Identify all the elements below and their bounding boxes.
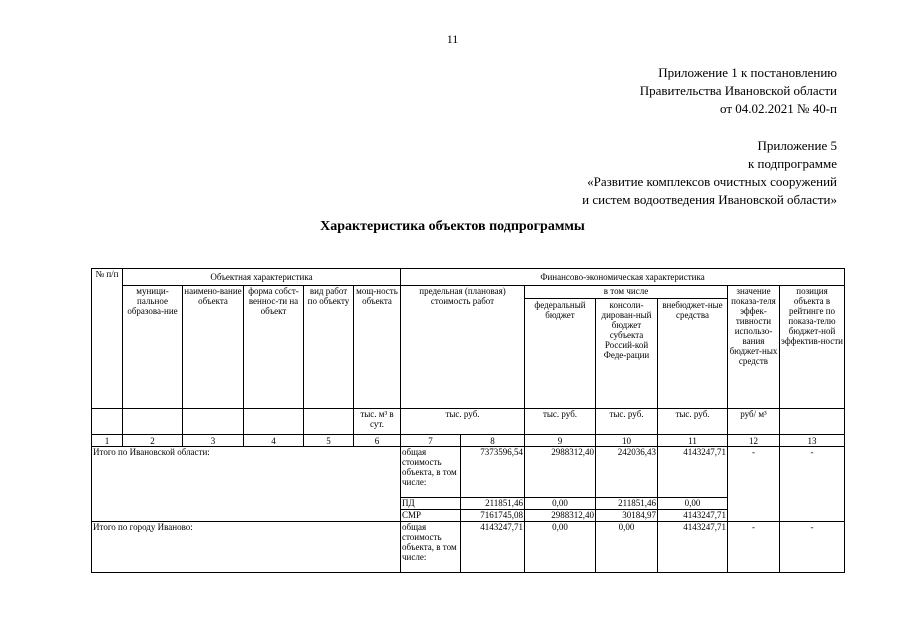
empty-cell (123, 409, 183, 435)
cost-total: 7161745,08 (461, 510, 525, 522)
appendix-1-line: Приложение 1 к постановлению (658, 65, 837, 80)
row-total-label: общая стоимость объекта, в том числе: (401, 522, 461, 573)
cost-total: 4143247,71 (461, 522, 525, 573)
cost-extrabudget: 4143247,71 (658, 510, 728, 522)
empty-cell (92, 409, 123, 435)
header-work-type: вид работ по объекту (304, 286, 354, 409)
cost-consolidated: 0,00 (596, 522, 658, 573)
cost-federal: 0,00 (525, 522, 596, 573)
cost-federal: 2988312,40 (525, 447, 596, 498)
column-number: 13 (780, 435, 845, 447)
header-extrabudget: внебюджет-ные средства (658, 299, 728, 409)
column-number: 7 (401, 435, 461, 447)
appendix-5-block (582, 137, 837, 209)
column-number: 5 (304, 435, 354, 447)
header-max-cost: предельная (плановая) стоимость работ (401, 286, 525, 409)
empty-cell (244, 409, 304, 435)
column-number: 4 (244, 435, 304, 447)
objects-table (91, 268, 845, 573)
cost-federal: 0,00 (525, 498, 596, 510)
table-row (92, 522, 845, 573)
appendix-1-line: Правительства Ивановской области (639, 83, 837, 98)
cost-federal: 2988312,40 (525, 510, 596, 522)
cost-extrabudget: 0,00 (658, 498, 728, 510)
unit-indicator: руб/ м³ (728, 409, 780, 435)
unit-extrabudget: тыс. руб. (658, 409, 728, 435)
rating-value: - (780, 522, 845, 573)
header-municipality: муници-пальное образова-ние (123, 286, 183, 409)
sub-row-label: СМР (401, 510, 461, 522)
cost-extrabudget: 4143247,71 (658, 522, 728, 573)
column-number: 1 (92, 435, 123, 447)
indicator-value: - (728, 447, 780, 522)
column-number: 6 (354, 435, 401, 447)
page-number: 11 (446, 32, 459, 46)
header-object-characteristic: Объектная характеристика (123, 269, 401, 286)
row-label: Итого по городу Иваново: (92, 522, 401, 573)
column-number: 12 (728, 435, 780, 447)
unit-cost: тыс. руб. (401, 409, 525, 435)
row-total-label: общая стоимость объекта, в том числе: (401, 447, 461, 498)
header-including: в том числе (525, 286, 728, 299)
table-row (92, 447, 845, 498)
empty-cell (183, 409, 244, 435)
header-row (92, 269, 845, 286)
column-numbers-row (92, 435, 845, 447)
sub-row-label: ПД (401, 498, 461, 510)
unit-capacity: тыс. м³ в сут. (354, 409, 401, 435)
header-row (92, 286, 845, 299)
appendix-1-block (640, 64, 837, 118)
cost-extrabudget: 4143247,71 (658, 447, 728, 498)
header-object-name: наимено-вание объекта (183, 286, 244, 409)
header-federal: федеральный бюджет (525, 299, 596, 409)
header-rating: позиция объекта в рейтинге по показа-телю бюджет-ной эффектив-ности (780, 286, 845, 409)
units-row (92, 409, 845, 435)
appendix-5-line: Приложение 5 (757, 138, 837, 153)
header-financial-characteristic: Финансово-экономическая характеристика (401, 269, 845, 286)
empty-cell (780, 409, 845, 435)
appendix-5-line: и систем водоотведения Ивановской области» (582, 192, 837, 207)
header-num: № п/п (92, 269, 123, 409)
appendix-5-line: «Развитие комплексов очистных сооружений (587, 174, 837, 189)
column-number: 11 (658, 435, 728, 447)
unit-consolidated: тыс. руб. (596, 409, 658, 435)
appendix-5-line: к подпрограмме (747, 156, 837, 171)
appendix-1-line: от 04.02.2021 № 40-п (720, 101, 837, 116)
column-number: 8 (461, 435, 525, 447)
header-ownership: форма собст-веннос-ти на объект (244, 286, 304, 409)
cost-total: 7373596,54 (461, 447, 525, 498)
indicator-value: - (728, 522, 780, 573)
cost-consolidated: 211851,46 (596, 498, 658, 510)
rating-value: - (780, 447, 845, 522)
row-label: Итого по Ивановской области: (92, 447, 401, 522)
cost-total: 211851,46 (461, 498, 525, 510)
cost-consolidated: 242036,43 (596, 447, 658, 498)
header-indicator: значение показа-теля эффек-тивности использо-вания бюджет-ных средств (728, 286, 780, 409)
cost-consolidated: 30184,97 (596, 510, 658, 522)
document-title: Характеристика объектов подпрограммы (320, 219, 585, 234)
unit-federal: тыс. руб. (525, 409, 596, 435)
header-consolidated: консоли-дирован-ный бюджет субъекта Россий-кой Феде-рации (596, 299, 658, 409)
empty-cell (304, 409, 354, 435)
column-number: 9 (525, 435, 596, 447)
column-number: 10 (596, 435, 658, 447)
header-capacity: мощ-ность объекта (354, 286, 401, 409)
column-number: 2 (123, 435, 183, 447)
column-number: 3 (183, 435, 244, 447)
